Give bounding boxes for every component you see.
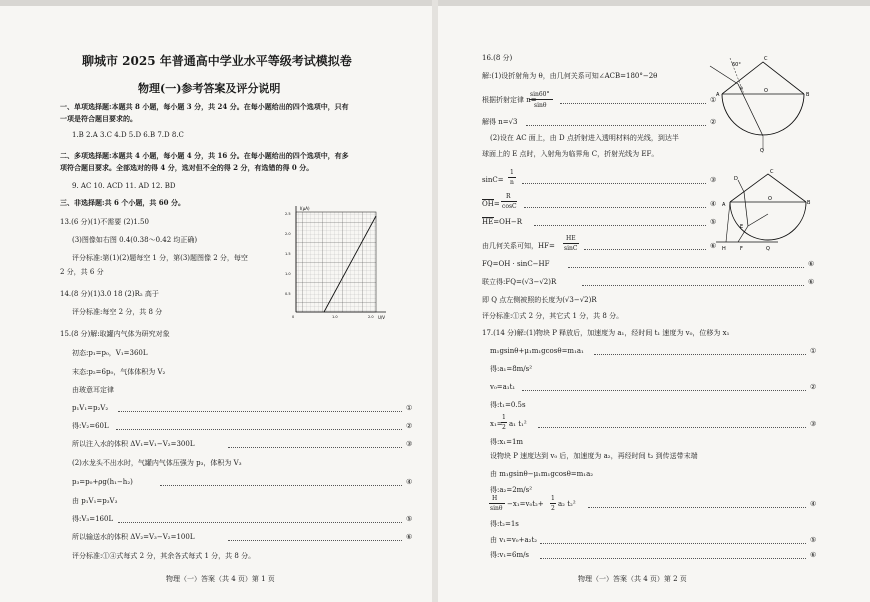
sec3-header: 三、非选择题:共 6 个小题，共 60 分。	[60, 198, 185, 207]
leader-dots	[534, 225, 706, 226]
leader-dots	[538, 427, 806, 428]
leader-dots	[228, 447, 402, 448]
frac-bar	[529, 99, 553, 100]
q16-line2-prefix: 根据折射定律 n=	[482, 96, 537, 104]
q15-eq2: 得:V₂=60L	[72, 422, 109, 430]
q17-eq8: 得:a₂=2m/s²	[490, 486, 533, 494]
q16-conclusion: 即 Q 点左侧被照的长度为(√3−√2)R	[482, 296, 597, 304]
q17-eq5-prefix: x₁=	[490, 420, 503, 428]
q16-eq-he: HE=OH−R	[482, 218, 523, 226]
point-label: C	[764, 56, 768, 62]
x-tick: 2.0	[368, 315, 374, 319]
eq-mark: ④	[406, 478, 413, 486]
frac-num: 1	[551, 495, 555, 502]
frac-den: sinθ	[490, 505, 503, 512]
point-label: O	[764, 88, 768, 94]
point-label: B	[807, 200, 811, 206]
q17-line1: 17.(14 分)解:(1)物块 P 释放后，加速度为 a₁，经时间 t₁ 速度为 v₀，位移为 x₁	[482, 329, 730, 337]
frac-den: 2	[502, 424, 506, 431]
eq-mark: ③	[406, 440, 413, 448]
frac-den: sinC	[564, 245, 578, 252]
q15-eq7: 所以输送水的体积 ΔV₂=V₃−V₂=100L	[72, 533, 195, 541]
q16-line5: 球面上的 E 点时，入射角为临界角 C，折射光线为 EF。	[482, 150, 659, 158]
sec1-header: 一、单项选择题:本题共 8 小题，每小题 3 分，共 24 分。在每小题给出的四个选项中，只有	[60, 102, 349, 111]
q17-eq3: v₀=a₁t₁	[490, 383, 516, 391]
sec1-header-cont: 一项是符合题目要求的。	[60, 114, 137, 123]
hemisphere-arc	[722, 94, 804, 135]
q13-line1: 13.(6 分)(1)不需要 (2)1.50	[60, 218, 149, 226]
q17-eq11: 由 v₁=v₀+a₂t₂	[490, 536, 538, 544]
point-label: B	[806, 92, 810, 98]
eq-mark: ⑤	[710, 218, 717, 226]
graph-x-label: U/V	[378, 315, 386, 320]
angle-label: θ	[740, 87, 743, 92]
leader-dots	[118, 522, 402, 523]
frac-den: cosC	[502, 203, 517, 210]
optics-figure-1	[706, 52, 816, 156]
eq-mark: ①	[406, 404, 413, 412]
q16-eq-fq: FQ=OH · sinC−HF	[482, 260, 550, 268]
extension-line	[726, 202, 730, 242]
leader-dots	[522, 183, 706, 184]
q16-eq-oh-prefix: OH=	[482, 200, 500, 208]
eq-mark: ③	[710, 176, 717, 184]
hemisphere-arc	[730, 202, 806, 240]
x-tick: 0	[292, 315, 295, 319]
leader-dots	[540, 558, 806, 559]
q15-eq6: 得:V₃=160L	[72, 515, 114, 523]
sec2-answers: 9. AC 10. ACD 11. AD 12. BD	[72, 182, 176, 190]
point-label: H	[722, 246, 726, 252]
q15-line5: (2)水龙头不出水时，气罐内气体压强为 p₃，体积为 V₃	[72, 459, 242, 467]
eq-mark: ⑥	[810, 551, 817, 559]
x-tick: 1.0	[332, 315, 338, 319]
eq-mark: ⑥	[406, 533, 413, 541]
frac-num: H	[492, 495, 498, 502]
q13-line4: 2 分，共 6 分	[60, 268, 104, 276]
point-label: Q	[766, 246, 770, 252]
eq-mark: ②	[406, 422, 413, 430]
frac-num: R	[506, 193, 511, 200]
overline	[482, 199, 494, 200]
page-footer: 物理（一）答案（共 4 页）第 2 页	[578, 575, 687, 583]
q14-line2: 评分标准:每空 2 分，共 8 分	[72, 308, 163, 316]
frac-den: n	[510, 179, 514, 186]
frac-den: 2	[551, 505, 555, 512]
y-tick: 1.5	[285, 252, 291, 256]
frac-num: HE	[566, 235, 576, 242]
q17-eq2: 得:a₁=8m/s²	[490, 365, 533, 373]
q17-eq9-suffix: a₂ t₂²	[558, 500, 576, 508]
q16-eq-hf-prefix: 由几何关系可知，HF=	[482, 242, 555, 250]
q15-line1: 15.(8 分)解:取罐内气体为研究对象	[60, 330, 170, 338]
frac-num: sin60°	[530, 91, 550, 98]
incident-ray	[738, 180, 744, 192]
point-label: D	[734, 176, 738, 182]
leader-dots	[228, 540, 402, 541]
y-tick: 2.5	[285, 212, 291, 216]
q16-line3: 解得 n=√3	[482, 118, 518, 126]
leader-dots	[524, 207, 706, 208]
point-label: C	[770, 169, 774, 175]
point-label: E	[740, 224, 744, 230]
q16-title: 16.(8 分)	[482, 54, 513, 62]
sec2-header: 二、多项选择题:本题共 4 小题，每小题 4 分，共 16 分。在每小题给出的四个选项中，有多	[60, 151, 349, 160]
leader-dots	[116, 429, 402, 430]
eq-mark: ⑤	[810, 536, 817, 544]
point-label: Q	[760, 148, 764, 154]
point-label: F	[740, 246, 743, 252]
q15-line2: 初态:p₁=p₀，V₁=360L	[72, 349, 148, 357]
iv-graph	[282, 202, 392, 320]
frac-den: sinθ	[534, 102, 547, 109]
leader-dots	[588, 507, 806, 508]
eq-mark: ④	[710, 200, 717, 208]
eq-mark: ⑥	[808, 278, 815, 286]
leader-dots	[594, 354, 806, 355]
leader-dots	[522, 390, 806, 391]
answer-page-1	[0, 6, 432, 602]
q17-eq4: 得:t₁=0.5s	[490, 401, 526, 409]
frac-num: 1	[510, 169, 514, 176]
graph-grid	[296, 212, 376, 312]
leader-dots	[540, 543, 806, 544]
q17-eq1: m₁gsinθ+μ₁m₁gcosθ=m₁a₁	[490, 347, 584, 355]
leader-dots	[568, 267, 804, 268]
page-footer: 物理（一）答案（共 4 页）第 1 页	[166, 575, 275, 583]
point-label: O	[768, 196, 772, 202]
eq-mark: ⑥	[710, 242, 717, 250]
q15-line3: 末态:p₂=6p₀，气体体积为 V₂	[72, 368, 166, 376]
y-tick: 2.0	[285, 232, 291, 236]
eq-mark: ②	[710, 118, 717, 126]
q13-line3: 评分标准:第(1)(2)题每空 1 分，第(3)题图像 2 分，每空	[72, 254, 248, 262]
eq-mark: ②	[810, 383, 817, 391]
document-title: 聊城市 2025 年普通高中学业水平等级考试模拟卷	[82, 54, 352, 68]
leader-dots	[118, 411, 402, 412]
document-subtitle: 物理(一)参考答案及评分说明	[138, 82, 281, 95]
angle-label: 60°	[732, 62, 741, 68]
y-tick: 1.0	[285, 272, 291, 276]
q14-line1: 14.(8 分)(1)3.0 18 (2)R₂ 高于	[60, 290, 159, 298]
eq-mark: ⑤	[406, 515, 413, 523]
point-label: A	[716, 92, 720, 98]
incident-ray	[710, 66, 738, 84]
leader-dots	[582, 285, 804, 286]
q17-eq6: 得:x₁=1m	[490, 438, 524, 446]
q15-eq1: p₁V₁=p₂V₂	[72, 404, 109, 412]
leader-dots	[526, 125, 706, 126]
q16-line4: (2)设在 AC 面上，由 D 点折射进入透明材料的光线，到达半	[490, 134, 679, 142]
eq-mark: ⑥	[808, 260, 815, 268]
q16-line1: 解:(1)设折射角为 θ，由几何关系可知∠ACB=180°−2θ	[482, 72, 658, 80]
ray-eo	[748, 214, 768, 226]
optics-figure-2	[708, 166, 812, 256]
q17-eq12: 得:v₁=6m/s	[490, 551, 530, 559]
q15-scoring: 评分标准:①④式每式 2 分，其余各式每式 1 分，共 8 分。	[72, 552, 256, 560]
leader-dots	[584, 249, 706, 250]
q15-line4: 由玻意耳定律	[72, 386, 114, 394]
q15-eq3: 所以注入水的体积 ΔV₁=V₁−V₂=300L	[72, 440, 195, 448]
ray-de	[744, 192, 748, 226]
leader-dots	[160, 485, 402, 486]
answer-page-2	[438, 6, 870, 602]
leader-dots	[560, 103, 706, 104]
eq-mark: ①	[810, 347, 817, 355]
q17-eq7: 由 m₁gsinθ−μ₁m₁gcosθ=m₁a₂	[490, 470, 594, 478]
frac-num: 1	[502, 414, 506, 421]
q17-eq5-suffix: a₁ t₁²	[509, 420, 527, 428]
q16-eq-sinc-prefix: sinC=	[482, 176, 504, 184]
overline	[482, 217, 494, 218]
q17-eq10: 得:t₂=1s	[490, 520, 519, 528]
y-tick: 0.5	[285, 292, 291, 296]
q16-scoring: 评分标准:①式 2 分，其它式 1 分，共 8 分。	[482, 312, 624, 320]
eq-mark: ③	[810, 420, 817, 428]
eq-mark: ④	[810, 500, 817, 508]
q17-eq9-mid: −x₁=v₀t₂+	[507, 500, 544, 508]
q15-eq5: 由 p₁V₁=p₃V₃	[72, 497, 118, 505]
point-label: A	[722, 202, 726, 208]
q17-line2: 设物块 P 速度达到 v₀ 后，加速度为 a₂，再经时间 t₂ 到传送带末端	[490, 452, 698, 460]
sec2-header-cont: 项符合题目要求。全部选对的得 4 分，选对但不全的得 2 分，有选错的得 0 分。	[60, 163, 314, 172]
eq-mark: ①	[710, 96, 717, 104]
q15-eq4: p₃=p₀+ρg(h₁−h₂)	[72, 478, 133, 486]
graph-y-label: I(μA)	[300, 206, 310, 211]
sec1-answers: 1.B 2.A 3.C 4.D 5.D 6.B 7.D 8.C	[72, 131, 184, 139]
q13-line2: (3)图像如右图 0.4(0.38～0.42 均正确)	[72, 236, 198, 244]
q16-eq-combined: 联立得:FQ=(√3−√2)R	[482, 278, 557, 286]
